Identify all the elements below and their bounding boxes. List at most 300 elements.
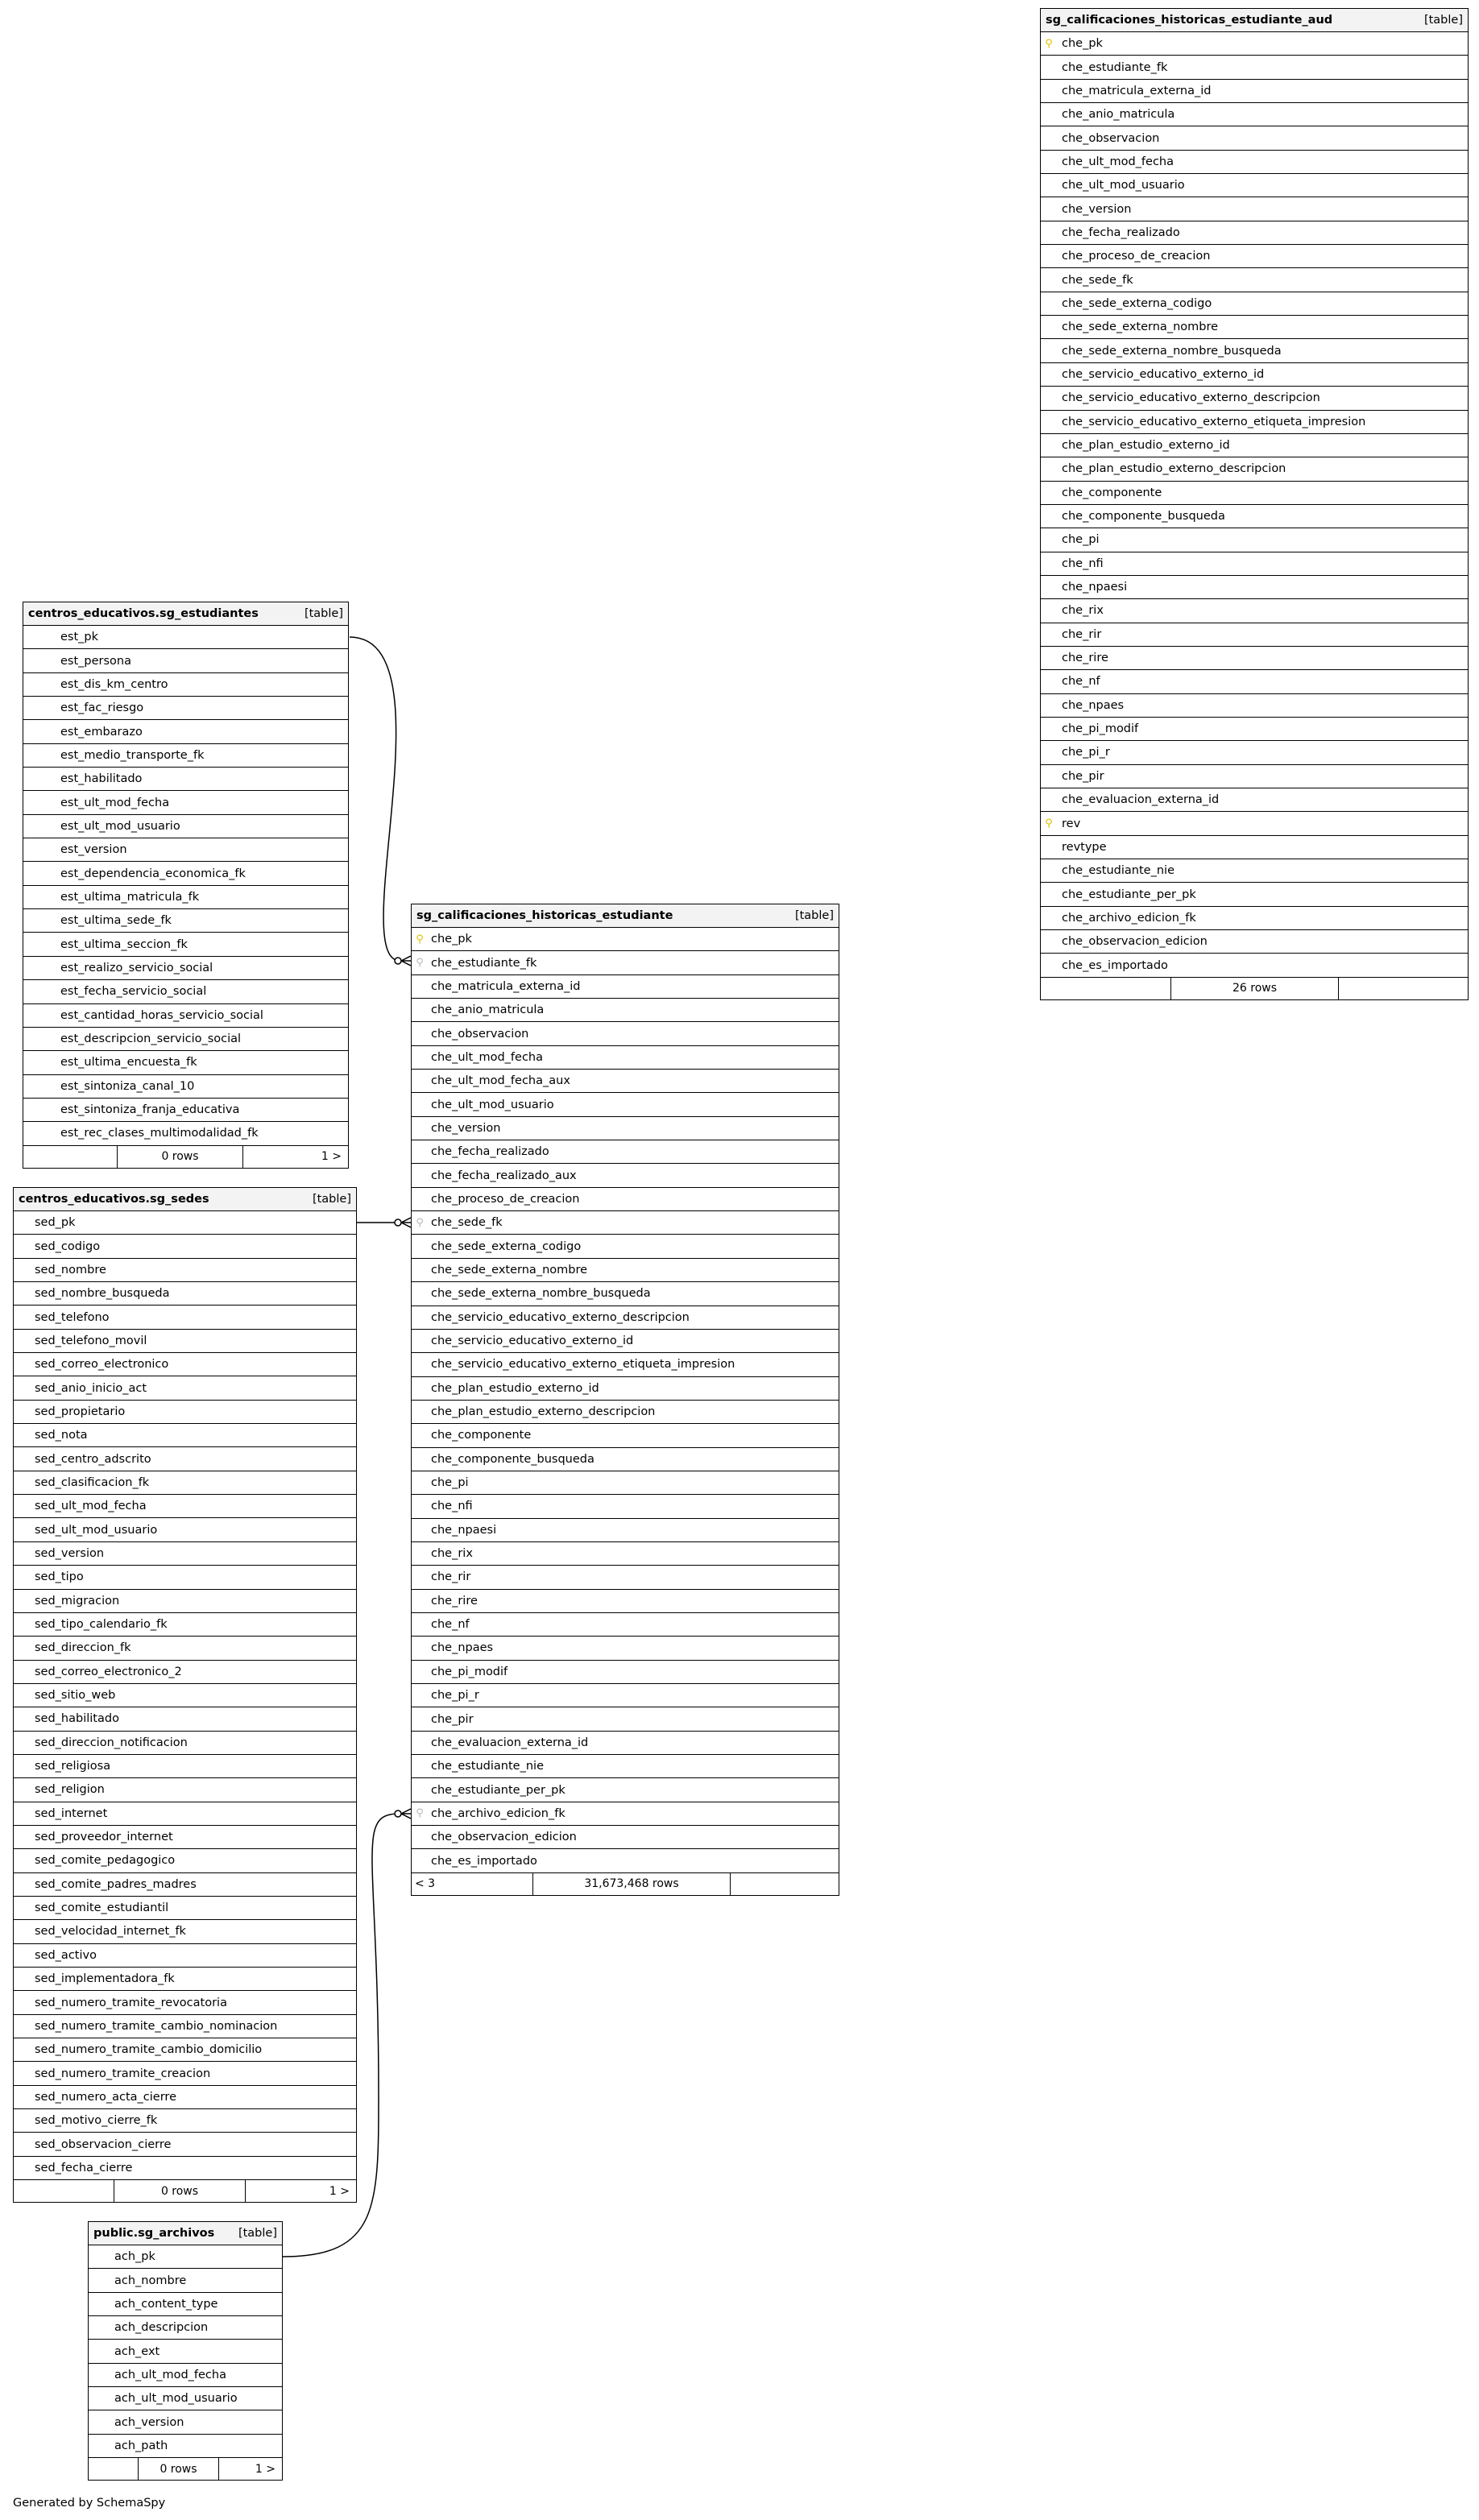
column-name: che_rir bbox=[431, 1570, 471, 1584]
foreign-key-icon: ⚲ bbox=[416, 1807, 424, 1820]
column-name: che_estudiante_fk bbox=[1062, 60, 1168, 74]
table-column-row[interactable] bbox=[412, 1613, 839, 1637]
column-name: est_sintoniza_canal_10 bbox=[60, 1079, 195, 1093]
column-name: che_ult_mod_fecha bbox=[1062, 155, 1174, 168]
table-column-row[interactable] bbox=[1041, 859, 1468, 883]
table-column-row[interactable] bbox=[412, 1542, 839, 1566]
column-name: che_estudiante_fk bbox=[431, 956, 537, 970]
column-name: che_npaes bbox=[1062, 698, 1125, 712]
table-column-row[interactable] bbox=[89, 2269, 282, 2292]
table-column-row[interactable] bbox=[1041, 765, 1468, 788]
foreign-key-icon: ⚲ bbox=[416, 1216, 424, 1229]
table-column-row[interactable] bbox=[23, 649, 348, 672]
table-column-row[interactable] bbox=[14, 1590, 356, 1613]
table-column-row[interactable] bbox=[14, 2015, 356, 2038]
table-column-row[interactable] bbox=[412, 928, 839, 951]
table-column-row[interactable] bbox=[412, 1070, 839, 1093]
column-name: che_ult_mod_fecha bbox=[431, 1050, 544, 1064]
table-column-row[interactable] bbox=[89, 2245, 282, 2269]
table-column-row[interactable] bbox=[14, 1235, 356, 1258]
column-name: che_pir bbox=[431, 1712, 474, 1726]
column-name: sed_numero_acta_cierre bbox=[35, 2090, 176, 2104]
table-column-row[interactable] bbox=[14, 1897, 356, 1920]
column-name: sed_sitio_web bbox=[35, 1689, 116, 1703]
table-header bbox=[23, 602, 348, 626]
footer-left bbox=[89, 2458, 139, 2480]
column-name: che_estudiante_per_pk bbox=[431, 1783, 566, 1797]
table-column-row[interactable] bbox=[14, 1637, 356, 1660]
table-column-row[interactable] bbox=[14, 1447, 356, 1471]
table-column-row[interactable] bbox=[14, 1542, 356, 1566]
table-column-row[interactable] bbox=[1041, 56, 1468, 79]
table-kind: [table] bbox=[312, 1193, 351, 1206]
table-column-row[interactable] bbox=[89, 2293, 282, 2316]
column-name: sed_numero_tramite_cambio_domicilio bbox=[35, 2043, 263, 2057]
column-name: est_ultima_matricula_fk bbox=[60, 890, 200, 904]
column-name: sed_propietario bbox=[35, 1405, 126, 1418]
table-column-row[interactable] bbox=[412, 1707, 839, 1731]
table-column-row[interactable] bbox=[14, 1424, 356, 1447]
column-name: che_pi_modif bbox=[431, 1665, 508, 1678]
table-column-row[interactable] bbox=[14, 1330, 356, 1353]
table-column-row[interactable] bbox=[23, 957, 348, 980]
column-name: che_plan_estudio_externo_descripcion bbox=[1062, 462, 1286, 476]
column-name: che_componente_busqueda bbox=[1062, 510, 1225, 523]
table-column-row[interactable] bbox=[14, 1282, 356, 1306]
column-name: sed_numero_tramite_cambio_nominacion bbox=[35, 2019, 278, 2033]
table-column-row[interactable] bbox=[14, 1471, 356, 1495]
column-name: sed_religion bbox=[35, 1783, 105, 1797]
column-name: che_sede_externa_codigo bbox=[1062, 296, 1212, 310]
table-column-row[interactable] bbox=[14, 1944, 356, 1968]
table-footer bbox=[23, 1146, 348, 1168]
column-name: sed_telefono bbox=[35, 1310, 110, 1324]
column-name: che_anio_matricula bbox=[1062, 108, 1175, 122]
column-name: che_observacion_edicion bbox=[1062, 935, 1208, 949]
column-name: che_proceso_de_creacion bbox=[1062, 250, 1211, 263]
table-column-row[interactable] bbox=[412, 999, 839, 1022]
table-column-row[interactable] bbox=[1041, 316, 1468, 339]
table-column-row[interactable] bbox=[1041, 292, 1468, 316]
column-name: sed_motivo_cierre_fk bbox=[35, 2114, 158, 2128]
footer-right bbox=[731, 1873, 839, 1895]
footer-row-count: 26 rows bbox=[1171, 978, 1339, 999]
column-name: che_pir bbox=[1062, 769, 1104, 783]
table-column-row[interactable] bbox=[412, 1140, 839, 1164]
table-name[interactable]: sg_calificaciones_historicas_estudiante_aud bbox=[1046, 14, 1333, 27]
column-name: sed_ult_mod_usuario bbox=[35, 1523, 158, 1537]
table-column-row[interactable] bbox=[412, 1377, 839, 1401]
table-column-row[interactable] bbox=[1041, 32, 1468, 56]
table-column-row[interactable] bbox=[1041, 387, 1468, 410]
column-name: sed_direccion_notificacion bbox=[35, 1736, 188, 1749]
column-name: sed_pk bbox=[35, 1216, 76, 1230]
relation-end-circle bbox=[395, 1810, 401, 1817]
table-column-row[interactable] bbox=[89, 2316, 282, 2340]
table-column-row[interactable] bbox=[23, 673, 348, 697]
table-column-row[interactable] bbox=[14, 2062, 356, 2085]
table-column-row[interactable] bbox=[1041, 339, 1468, 362]
table-column-row[interactable] bbox=[412, 1259, 839, 1282]
column-name: sed_velocidad_internet_fk bbox=[35, 1925, 186, 1939]
column-name: est_rec_clases_multimodalidad_fk bbox=[60, 1127, 259, 1140]
table-kind: [table] bbox=[238, 2227, 277, 2240]
table-column-row[interactable] bbox=[1041, 741, 1468, 764]
table-column-row[interactable] bbox=[1041, 411, 1468, 434]
column-name: che_ult_mod_usuario bbox=[431, 1098, 554, 1111]
table-column-row[interactable] bbox=[14, 1849, 356, 1872]
column-name: che_evaluacion_externa_id bbox=[1062, 793, 1220, 807]
table-name[interactable]: centros_educativos.sg_sedes bbox=[19, 1193, 209, 1206]
table-column-row[interactable] bbox=[23, 626, 348, 649]
relation-crowfoot bbox=[401, 1218, 411, 1227]
table-column-row[interactable] bbox=[1041, 930, 1468, 954]
table-column-row[interactable] bbox=[1041, 718, 1468, 741]
table-rows bbox=[14, 1211, 356, 2180]
column-name: che_fecha_realizado bbox=[1062, 226, 1180, 239]
primary-key-icon: ⚲ bbox=[1045, 37, 1053, 50]
table-name[interactable]: public.sg_archivos bbox=[93, 2227, 215, 2240]
column-name: che_sede_externa_nombre_busqueda bbox=[1062, 344, 1282, 358]
table-column-row[interactable] bbox=[412, 1849, 839, 1872]
table-column-row[interactable] bbox=[412, 1117, 839, 1140]
table-column-row[interactable] bbox=[23, 909, 348, 933]
column-name: est_realizo_servicio_social bbox=[60, 961, 213, 974]
table-rows bbox=[412, 928, 839, 1873]
column-name: est_ultima_seccion_fk bbox=[60, 937, 188, 951]
table-column-row[interactable] bbox=[14, 1518, 356, 1541]
table-archivos bbox=[88, 2221, 283, 2481]
table-column-row[interactable] bbox=[14, 2133, 356, 2156]
table-column-row[interactable] bbox=[14, 1991, 356, 2014]
column-name: che_sede_externa_nombre bbox=[1062, 321, 1219, 334]
table-footer bbox=[89, 2458, 282, 2480]
table-column-row[interactable] bbox=[23, 744, 348, 768]
table-column-row[interactable] bbox=[412, 1046, 839, 1070]
table-column-row[interactable] bbox=[1041, 552, 1468, 576]
footer-left bbox=[23, 1146, 118, 1168]
table-column-row[interactable] bbox=[1041, 482, 1468, 505]
table-column-row[interactable] bbox=[14, 1873, 356, 1897]
column-name: sed_ult_mod_fecha bbox=[35, 1500, 147, 1513]
table-column-row[interactable] bbox=[89, 2340, 282, 2363]
table-column-row[interactable] bbox=[23, 768, 348, 791]
column-name: sed_observacion_cierre bbox=[35, 2137, 172, 2151]
table-column-row[interactable] bbox=[412, 1164, 839, 1187]
column-name: che_plan_estudio_externo_id bbox=[431, 1381, 599, 1395]
table-column-row[interactable] bbox=[14, 1495, 356, 1518]
column-name: est_medio_transporte_fk bbox=[60, 748, 205, 762]
table-column-row[interactable] bbox=[1041, 151, 1468, 174]
footer-left bbox=[1041, 978, 1171, 999]
column-name: sed_comite_pedagogico bbox=[35, 1854, 176, 1868]
table-column-row[interactable] bbox=[1041, 174, 1468, 197]
column-name: est_dependencia_economica_fk bbox=[60, 867, 246, 880]
table-column-row[interactable] bbox=[412, 1778, 839, 1802]
table-column-row[interactable] bbox=[23, 815, 348, 838]
table-column-row[interactable] bbox=[412, 1755, 839, 1778]
table-column-row[interactable] bbox=[23, 980, 348, 1003]
table-column-row[interactable] bbox=[412, 975, 839, 999]
column-name: che_pi bbox=[431, 1476, 469, 1490]
column-name: che_servicio_educativo_externo_id bbox=[1062, 367, 1265, 381]
column-name: che_nf bbox=[431, 1618, 470, 1632]
footer-next-link[interactable]: 1 > bbox=[321, 1150, 342, 1164]
table-column-row[interactable] bbox=[14, 1920, 356, 1943]
column-name: ach_descripcion bbox=[114, 2321, 209, 2335]
column-name: ach_pk bbox=[114, 2250, 155, 2264]
table-column-row[interactable] bbox=[412, 1661, 839, 1684]
table-header bbox=[1041, 9, 1468, 32]
table-column-row[interactable] bbox=[1041, 788, 1468, 812]
table-column-row[interactable] bbox=[412, 951, 839, 974]
column-name: sed_activo bbox=[35, 1948, 97, 1962]
table-column-row[interactable] bbox=[14, 2038, 356, 2062]
column-name: est_cantidad_horas_servicio_social bbox=[60, 1008, 263, 1022]
table-column-row[interactable] bbox=[1041, 434, 1468, 457]
column-name: ach_ult_mod_usuario bbox=[114, 2392, 238, 2406]
column-name: che_pi_r bbox=[1062, 746, 1110, 759]
table-column-row[interactable] bbox=[14, 1353, 356, 1376]
footer-prev-link[interactable]: < 3 bbox=[412, 1873, 533, 1895]
table-column-row[interactable] bbox=[1041, 647, 1468, 670]
table-column-row[interactable] bbox=[412, 1093, 839, 1116]
table-column-row[interactable] bbox=[14, 1211, 356, 1235]
table-column-row[interactable] bbox=[1041, 268, 1468, 292]
column-name: sed_correo_electronico_2 bbox=[35, 1665, 182, 1678]
column-name: che_pi_modif bbox=[1062, 722, 1139, 736]
table-column-row[interactable] bbox=[412, 1330, 839, 1353]
column-name: est_habilitado bbox=[60, 772, 143, 786]
table-column-row[interactable] bbox=[412, 1188, 839, 1211]
table-column-row[interactable] bbox=[1041, 576, 1468, 599]
generated-by-label: Generated by SchemaSpy bbox=[13, 2497, 166, 2510]
table-column-row[interactable] bbox=[23, 1075, 348, 1099]
table-column-row[interactable] bbox=[1041, 907, 1468, 930]
table-column-row[interactable] bbox=[412, 1732, 839, 1755]
table-column-row[interactable] bbox=[412, 1448, 839, 1471]
footer-left bbox=[14, 2180, 114, 2202]
column-name: che_sede_externa_nombre_busqueda bbox=[431, 1287, 651, 1301]
table-column-row[interactable] bbox=[412, 1826, 839, 1849]
table-column-row[interactable] bbox=[14, 1755, 356, 1778]
table-column-row[interactable] bbox=[14, 1306, 356, 1329]
column-name: sed_tipo_calendario_fk bbox=[35, 1618, 168, 1632]
column-name: che_nf bbox=[1062, 675, 1100, 689]
column-name: sed_habilitado bbox=[35, 1712, 119, 1726]
column-name: sed_correo_electronico bbox=[35, 1358, 169, 1372]
table-column-row[interactable] bbox=[23, 933, 348, 956]
relation-estudiantes-to-historicas bbox=[350, 637, 400, 961]
column-name: sed_centro_adscrito bbox=[35, 1452, 151, 1466]
column-name: che_version bbox=[1062, 202, 1132, 216]
table-column-row[interactable] bbox=[14, 2109, 356, 2133]
table-column-row[interactable] bbox=[1041, 457, 1468, 481]
table-column-row[interactable] bbox=[412, 1353, 839, 1376]
column-name: ach_version bbox=[114, 2415, 184, 2429]
column-name: sed_fecha_cierre bbox=[35, 2161, 133, 2174]
relation-crowfoot bbox=[401, 956, 411, 966]
table-column-row[interactable] bbox=[1041, 623, 1468, 647]
column-name: sed_direccion_fk bbox=[35, 1641, 131, 1655]
table-column-row[interactable] bbox=[89, 2364, 282, 2387]
table-column-row[interactable] bbox=[1041, 528, 1468, 552]
footer-next-link[interactable]: 1 > bbox=[255, 2462, 276, 2476]
table-column-row[interactable] bbox=[14, 1707, 356, 1731]
primary-key-icon: ⚲ bbox=[1045, 817, 1053, 830]
column-name: sed_tipo bbox=[35, 1570, 84, 1584]
table-column-row[interactable] bbox=[1041, 197, 1468, 221]
column-name: est_descripcion_servicio_social bbox=[60, 1032, 242, 1046]
table-column-row[interactable] bbox=[23, 791, 348, 814]
table-column-row[interactable] bbox=[1041, 103, 1468, 126]
table-column-row[interactable] bbox=[412, 1684, 839, 1707]
table-column-row[interactable] bbox=[1041, 126, 1468, 150]
table-column-row[interactable] bbox=[23, 697, 348, 720]
column-name: est_pk bbox=[60, 631, 99, 644]
column-name: che_pi_r bbox=[431, 1689, 479, 1703]
column-name: che_rire bbox=[431, 1594, 478, 1608]
column-name: che_componente_busqueda bbox=[431, 1452, 594, 1466]
table-column-row[interactable] bbox=[412, 1495, 839, 1518]
table-column-row[interactable] bbox=[23, 720, 348, 743]
table-column-row[interactable] bbox=[1041, 221, 1468, 245]
table-name[interactable]: centros_educativos.sg_estudiantes bbox=[28, 607, 259, 620]
table-column-row[interactable] bbox=[1041, 80, 1468, 103]
table-rows bbox=[23, 626, 348, 1146]
column-name: sed_migracion bbox=[35, 1594, 120, 1608]
table-column-row[interactable] bbox=[1041, 505, 1468, 528]
table-header bbox=[14, 1188, 356, 1211]
column-name: sed_telefono_movil bbox=[35, 1334, 147, 1347]
table-column-row[interactable] bbox=[412, 1306, 839, 1330]
column-name: che_archivo_edicion_fk bbox=[1062, 911, 1196, 925]
table-column-row[interactable] bbox=[412, 1519, 839, 1542]
column-name: sed_religiosa bbox=[35, 1760, 111, 1773]
column-name: ach_nombre bbox=[114, 2274, 187, 2287]
table-column-row[interactable] bbox=[1041, 694, 1468, 718]
table-column-row[interactable] bbox=[412, 1424, 839, 1447]
column-name: rev bbox=[1062, 817, 1081, 830]
table-column-row[interactable] bbox=[23, 1099, 348, 1122]
table-column-row[interactable] bbox=[1041, 883, 1468, 906]
table-column-row[interactable] bbox=[412, 1282, 839, 1306]
table-column-row[interactable] bbox=[14, 2157, 356, 2180]
table-footer bbox=[412, 1873, 839, 1895]
table-column-row[interactable] bbox=[412, 1211, 839, 1235]
table-estudiantes bbox=[23, 602, 349, 1169]
relation-end-circle bbox=[395, 958, 401, 964]
table-column-row[interactable] bbox=[412, 1566, 839, 1589]
column-name: che_servicio_educativo_externo_descripcion bbox=[431, 1310, 690, 1324]
table-column-row[interactable] bbox=[14, 2086, 356, 2109]
table-column-row[interactable] bbox=[14, 1661, 356, 1684]
table-column-row[interactable] bbox=[14, 1802, 356, 1826]
table-column-row[interactable] bbox=[23, 1004, 348, 1028]
column-name: che_plan_estudio_externo_id bbox=[1062, 439, 1230, 453]
column-name: est_embarazo bbox=[60, 725, 143, 739]
table-aud bbox=[1040, 8, 1469, 1000]
table-name[interactable]: sg_calificaciones_historicas_estudiante bbox=[416, 909, 673, 922]
column-name: ach_content_type bbox=[114, 2297, 218, 2311]
table-column-row[interactable] bbox=[14, 1684, 356, 1707]
table-column-row[interactable] bbox=[1041, 670, 1468, 693]
relation-end-circle bbox=[395, 1219, 401, 1226]
column-name: che_archivo_edicion_fk bbox=[431, 1806, 566, 1820]
table-column-row[interactable] bbox=[412, 1637, 839, 1660]
table-header bbox=[89, 2222, 282, 2245]
table-column-row[interactable] bbox=[1041, 812, 1468, 835]
table-column-row[interactable] bbox=[1041, 599, 1468, 623]
column-name: che_observacion bbox=[1062, 131, 1160, 145]
table-historicas bbox=[411, 904, 839, 1896]
table-column-row[interactable] bbox=[14, 1566, 356, 1589]
table-column-row[interactable] bbox=[14, 1376, 356, 1400]
table-column-row[interactable] bbox=[412, 1401, 839, 1424]
column-name: che_servicio_educativo_externo_etiqueta_impresion bbox=[1062, 415, 1366, 428]
table-column-row[interactable] bbox=[89, 2387, 282, 2410]
table-column-row[interactable] bbox=[14, 1826, 356, 1849]
column-name: che_npaesi bbox=[1062, 581, 1128, 594]
column-name: sed_proveedor_internet bbox=[35, 1831, 173, 1844]
column-name: est_fecha_servicio_social bbox=[60, 985, 207, 999]
column-name: che_fecha_realizado bbox=[431, 1145, 549, 1159]
table-column-row[interactable] bbox=[23, 886, 348, 909]
table-column-row[interactable] bbox=[89, 2410, 282, 2434]
footer-row-count: 31,673,468 rows bbox=[533, 1873, 731, 1895]
table-column-row[interactable] bbox=[1041, 363, 1468, 387]
column-name: ach_ult_mod_fecha bbox=[114, 2368, 226, 2381]
footer-next-link[interactable]: 1 > bbox=[329, 2184, 350, 2198]
column-name: che_sede_fk bbox=[431, 1216, 503, 1230]
table-column-row[interactable] bbox=[1041, 954, 1468, 977]
column-name: sed_version bbox=[35, 1546, 105, 1560]
table-column-row[interactable] bbox=[14, 1732, 356, 1755]
table-column-row[interactable] bbox=[14, 1259, 356, 1282]
column-name: est_version bbox=[60, 843, 127, 857]
table-column-row[interactable] bbox=[412, 1235, 839, 1258]
column-name: est_ultima_encuesta_fk bbox=[60, 1056, 197, 1070]
column-name: sed_implementadora_fk bbox=[35, 1972, 175, 1986]
column-name: est_dis_km_centro bbox=[60, 677, 168, 691]
table-column-row[interactable] bbox=[23, 1051, 348, 1074]
column-name: che_pk bbox=[431, 933, 472, 946]
table-column-row[interactable] bbox=[14, 1778, 356, 1802]
table-header bbox=[412, 904, 839, 928]
table-column-row[interactable] bbox=[412, 1802, 839, 1826]
footer-right bbox=[1339, 978, 1468, 999]
column-name: che_servicio_educativo_externo_etiqueta_impresion bbox=[431, 1358, 735, 1372]
table-column-row[interactable] bbox=[1041, 245, 1468, 268]
table-column-row[interactable] bbox=[23, 1028, 348, 1051]
table-column-row[interactable] bbox=[412, 1022, 839, 1045]
table-column-row[interactable] bbox=[14, 1968, 356, 1991]
column-name: che_sede_externa_nombre bbox=[431, 1263, 588, 1277]
column-name: sed_nombre bbox=[35, 1263, 106, 1277]
column-name: che_pi bbox=[1062, 533, 1100, 547]
table-column-row[interactable] bbox=[1041, 836, 1468, 859]
table-column-row[interactable] bbox=[14, 1613, 356, 1637]
table-column-row[interactable] bbox=[23, 838, 348, 862]
table-kind: [table] bbox=[794, 909, 834, 922]
table-column-row[interactable] bbox=[89, 2435, 282, 2458]
table-column-row[interactable] bbox=[412, 1590, 839, 1613]
column-name: est_ult_mod_usuario bbox=[60, 819, 180, 833]
table-column-row[interactable] bbox=[14, 1401, 356, 1424]
table-column-row[interactable] bbox=[412, 1471, 839, 1495]
table-column-row[interactable] bbox=[23, 862, 348, 885]
table-column-row[interactable] bbox=[23, 1122, 348, 1145]
